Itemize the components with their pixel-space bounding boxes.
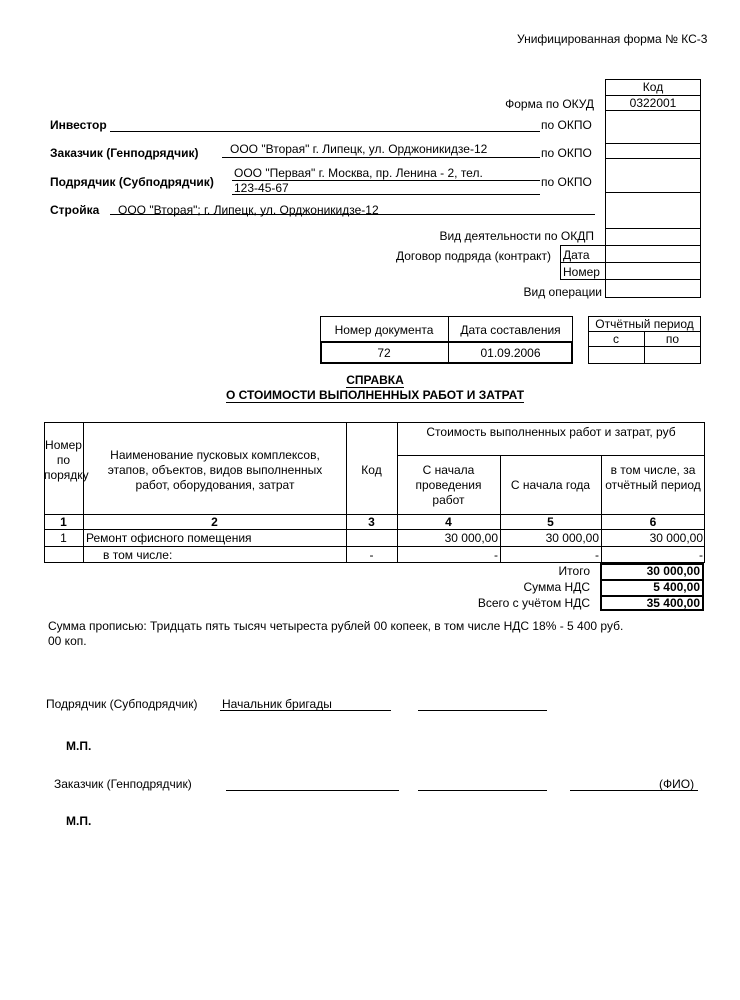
vat-label: Сумма НДС <box>523 580 590 594</box>
site-label: Стройка <box>50 203 100 217</box>
code-column-frame <box>605 79 701 298</box>
investor-label: Инвестор <box>50 118 107 132</box>
row-name: Ремонт офисного помещения <box>86 531 252 545</box>
title-line1: СПРАВКА <box>346 373 404 387</box>
header-period: в том числе, за отчётный период <box>605 463 701 492</box>
header-from-start: С начала проведения работ <box>415 463 482 507</box>
doc-date: 01.09.2006 <box>480 346 541 360</box>
customer-okpo-label: по ОКПО <box>541 146 592 160</box>
period-from: с <box>613 332 619 346</box>
row-col4: - <box>494 548 498 562</box>
period-to: по <box>665 332 680 346</box>
code-header: Код <box>642 80 664 94</box>
row-col6: 30 000,00 <box>649 531 703 545</box>
title-line2: О СТОИМОСТИ ВЫПОЛНЕННЫХ РАБОТ И ЗАТРАТ <box>225 388 525 402</box>
row-col5: 30 000,00 <box>545 531 599 545</box>
contract-date-label: Дата <box>563 248 590 262</box>
contract-label: Договор подряда (контракт) <box>395 249 551 263</box>
sign-contractor-position: Начальник бригады <box>222 697 332 711</box>
sign-contractor-label: Подрядчик (Субподрядчик) <box>46 697 198 711</box>
contract-number-label: Номер <box>563 265 600 279</box>
amount-words-line2: 00 коп. <box>48 634 87 648</box>
contractor-okpo-label: по ОКПО <box>541 175 592 189</box>
total-value: 30 000,00 <box>646 564 700 578</box>
doc-date-header: Дата составления <box>460 323 561 337</box>
contractor-value-line1: ООО "Первая" г. Москва, пр. Ленина - 2, тел. <box>234 166 483 180</box>
col-num-2: 2 <box>211 515 218 529</box>
col-num-1: 1 <box>60 515 67 529</box>
row-col5: - <box>595 548 599 562</box>
grand-total-value: 35 400,00 <box>646 596 700 610</box>
col-num-4: 4 <box>445 515 452 529</box>
row-col4: 30 000,00 <box>444 531 498 545</box>
header-code: Код <box>361 463 382 477</box>
okud-value: 0322001 <box>629 96 677 110</box>
doc-number-header: Номер документа <box>334 323 434 337</box>
row-col6: - <box>699 548 703 562</box>
okdp-label: Вид деятельности по ОКДП <box>439 229 594 243</box>
fio-label: (ФИО) <box>659 777 695 791</box>
row-name: в том числе: <box>103 548 173 562</box>
amount-words-line1: Сумма прописью: Тридцать пять тысяч четыреста рублей 00 копеек, в том числе НДС 18% - 5 400 руб. <box>48 619 624 633</box>
investor-okpo-label: по ОКПО <box>541 118 592 132</box>
okud-label: Форма по ОКУД <box>505 97 594 111</box>
contractor-value-line2: 123-45-67 <box>234 181 289 195</box>
site-value: ООО "Вторая"; г. Липецк, ул. Орджоникидзе-12 <box>118 203 379 217</box>
form-name: Унифицированная форма № КС-3 <box>517 32 708 46</box>
stamp-1: М.П. <box>66 739 92 753</box>
period-header: Отчётный период <box>595 317 694 331</box>
col-num-6: 6 <box>649 515 657 529</box>
grand-total-label: Всего с учётом НДС <box>477 596 590 610</box>
header-num: Номер по порядку <box>44 438 89 482</box>
row-num: 1 <box>60 531 67 545</box>
doc-number: 72 <box>377 346 391 360</box>
operation-label: Вид операции <box>523 285 602 299</box>
header-cost: Стоимость выполненных работ и затрат, руб <box>426 425 676 439</box>
sign-customer-label: Заказчик (Генподрядчик) <box>54 777 192 791</box>
col-num-3: 3 <box>368 515 375 529</box>
row-code: - <box>369 548 374 562</box>
customer-label: Заказчик (Генподрядчик) <box>50 146 199 160</box>
header-name: Наименование пусковых комплексов, этапов, объектов, видов выполненных работ, оборудования, затрат <box>107 448 323 492</box>
customer-value: ООО "Вторая" г. Липецк, ул. Орджоникидзе-12 <box>230 142 488 156</box>
total-label: Итого <box>558 564 590 578</box>
vat-value: 5 400,00 <box>653 580 700 594</box>
stamp-2: М.П. <box>66 814 92 828</box>
contractor-label: Подрядчик (Субподрядчик) <box>50 175 214 189</box>
header-from-year: С начала года <box>510 478 591 492</box>
col-num-5: 5 <box>547 515 554 529</box>
